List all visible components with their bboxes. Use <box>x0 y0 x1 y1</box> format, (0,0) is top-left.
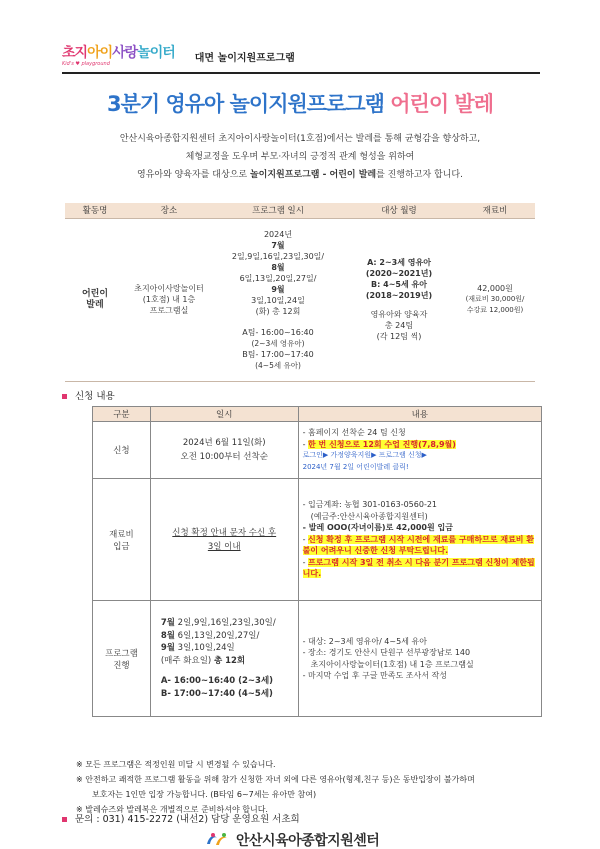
progress-month-7: 7월 <box>160 618 175 628</box>
header-title: 대면 놀이지원프로그램 <box>194 52 295 64</box>
apply-section-label: 신청 내용 <box>75 391 115 402</box>
payment-holder: (예금주:안산시육아종합지원센터) <box>310 511 428 521</box>
apply-table-header <box>93 407 542 422</box>
signup-dash: - <box>302 439 309 449</box>
schedule-b-time: B팀- 17:00~17:40 <box>242 349 314 359</box>
activity-line-2: 발레 <box>86 299 104 310</box>
logo-subtitle: Kid's ♥ playground <box>62 60 110 67</box>
payment-content <box>298 479 541 601</box>
payment-instruction: - 발레 OOO(자녀이름)로 42,000원 입금 <box>302 523 453 533</box>
payment-account: - 입금계좌: 농협 301-0163-0560-21 <box>302 500 438 510</box>
notes <box>76 757 546 817</box>
target-b-year: (2018~2019년) <box>365 291 433 300</box>
progress-days-7: 2일,9일,16일,23일,30일/ <box>174 618 276 628</box>
target-teams: 영유아와 양육자 <box>370 310 428 319</box>
payment-refund-warning: 신청 확정 후 프로그램 시작 시전에 재료를 구매하므로 재료비 환불이 어려우니 신중한 신청 부탁드립니다. <box>302 534 535 556</box>
schedule-b-age: (4~5세 유아) <box>255 360 301 370</box>
center-name: 안산시육아종합지원센터 <box>236 833 380 849</box>
schedule-month-7: 7월 <box>271 240 285 250</box>
schedule-total: (화) 총 12회 <box>255 306 301 316</box>
header-divider <box>62 72 540 74</box>
schedule-month-9: 9월 <box>271 284 285 294</box>
progress-survey: - 마지막 수업 후 구글 만족도 조사서 작성 <box>302 671 447 680</box>
col-activity: 활동명 <box>65 203 125 218</box>
progress-label-2: 진행 <box>113 660 130 671</box>
place-line-1: 초지아이사랑놀이터 <box>134 284 204 293</box>
payment-label <box>93 479 151 601</box>
apply-col-date: 일시 <box>150 407 298 422</box>
col-target: 대상 월령 <box>343 203 455 218</box>
payment-dash-2: - <box>302 557 309 567</box>
progress-month-9: 9월 <box>160 643 175 653</box>
progress-room: 초지아이사랑놀이터(1호점) 내 1층 프로그램실 <box>310 659 474 669</box>
logo-part-2: 아이 <box>87 44 113 61</box>
target-count: 총 24팀 <box>384 321 414 330</box>
page-header <box>62 42 540 70</box>
progress-days-8: 6일,13일,20일,27일/ <box>174 630 260 641</box>
place-line-2: (1호점) 내 1층 <box>142 295 196 304</box>
apply-row-payment <box>93 479 542 601</box>
intro-line-3-c: 를 진행하고자 합니다. <box>376 170 463 180</box>
playground-logo <box>62 46 175 67</box>
progress-total-a: (매주 화요일) <box>160 655 214 666</box>
progress-content <box>298 601 541 717</box>
schedule-days-9: 3일,10일,24일 <box>251 295 305 305</box>
progress-days-9: 3일,10일,24일 <box>174 643 235 653</box>
signup-date-cell <box>150 422 298 479</box>
note-2: ※ 안전하고 쾌적한 프로그램 활동을 위해 참가 신청한 자녀 외에 다른 영유아(형제,친구 등)은 동반입장이 불가하며 <box>76 775 475 784</box>
signup-content-1: - 홈페이지 선착순 24 팀 신청 <box>302 428 406 437</box>
intro-line-3 <box>70 166 530 184</box>
fee-detail-1: (재료비 30,000원/ <box>465 295 525 303</box>
page-title <box>0 88 600 118</box>
progress-target: - 대상: 2~3세 영유아/ 4~5세 유아 <box>302 636 427 646</box>
footer-logo <box>205 830 379 849</box>
schedule-a-age: (2~3세 영유아) <box>251 338 305 348</box>
program-table-header <box>65 203 535 218</box>
payment-date-1: 신청 확정 안내 문자 수신 후 <box>172 527 277 538</box>
fee-detail-2: 수강료 12,000원) <box>466 306 524 314</box>
target-each: (각 12팀 씩) <box>376 332 422 341</box>
program-table <box>65 203 535 382</box>
note-3: ※ 발레슈즈와 발레복은 개별적으로 준비하셔야 합니다. <box>76 805 268 814</box>
progress-label-1: 프로그램 <box>104 648 138 659</box>
payment-label-1: 재료비 <box>109 529 134 540</box>
payment-label-2: 입금 <box>113 541 130 552</box>
bullet-icon <box>62 394 67 399</box>
apply-section-title <box>62 388 115 402</box>
title-part-2: 어린이 발레 <box>390 92 493 116</box>
signup-date: 2024년 6월 11일(화) <box>182 438 266 448</box>
title-part-1: 3분기 영유아 놀이지원프로그램 <box>106 92 384 116</box>
schedule-days-8: 6일,13일,20일,27일/ <box>239 273 317 283</box>
payment-date-2: 3일 이내 <box>207 541 241 552</box>
signup-time: 오전 10:00부터 선착순 <box>180 452 268 462</box>
logo-part-4: 놀이터 <box>137 44 175 61</box>
intro-line-3-a: 영유아와 양육자를 대상으로 <box>137 170 250 180</box>
col-fee: 재료비 <box>455 203 535 218</box>
apply-row-signup <box>93 422 542 479</box>
activity-line-1: 어린이 <box>81 288 109 299</box>
signup-label: 신청 <box>93 422 151 479</box>
schedule-cell <box>213 218 343 381</box>
schedule-month-8: 8월 <box>271 262 285 272</box>
signup-nav-path[interactable]: 로그인▶ 가정양육지원▶ 프로그램 신청▶ <box>302 451 427 459</box>
schedule-days-7: 2일,9일,16일,23일,30일/ <box>231 251 325 261</box>
intro-line-1: 안산시육아종합지원센터 초지아이사랑놀이터(1호점)에서는 발레를 통해 균형감을 향상하고, <box>119 134 481 144</box>
note-2-cont: 보호자는 1인만 입장 가능합니다. (B타임 6~7세는 유아만 참여) <box>92 790 317 799</box>
signup-content <box>298 422 541 479</box>
logo-wordmark <box>62 46 175 60</box>
contact-line <box>62 811 300 825</box>
fee-total: 42,000원 <box>477 284 513 293</box>
progress-b-time: B- 17:00~17:40 (4~5세) <box>160 688 273 699</box>
signup-highlight: 한 번 신청으로 12회 수업 진행(7,8,9월) <box>308 439 456 449</box>
schedule-year: 2024년 <box>263 229 293 239</box>
intro-paragraph <box>70 130 530 184</box>
apply-col-content: 내용 <box>298 407 541 422</box>
progress-date-cell <box>150 601 298 717</box>
intro-program-name: 놀이지원프로그램 - 어린이 발레 <box>249 170 377 180</box>
payment-date-cell <box>150 479 298 601</box>
contact-text: 문의 : 031) 415-2272 (내선2) 담당 운영요원 서초희 <box>75 814 300 825</box>
target-a: A: 2~3세 영유아 <box>367 258 431 267</box>
progress-label <box>93 601 151 717</box>
col-place: 장소 <box>125 203 213 218</box>
progress-total-b: 총 12회 <box>213 655 246 666</box>
place-cell <box>125 218 213 381</box>
payment-cancel-warning: 프로그램 시작 3일 전 취소 시 다음 분기 프로그램 신청이 제한됩니다. <box>302 557 535 579</box>
apply-table <box>92 406 542 717</box>
logo-part-1: 초지 <box>62 44 88 61</box>
activity-cell <box>65 218 125 381</box>
note-1: ※ 모든 프로그램은 적정인원 미달 시 변경될 수 있습니다. <box>76 760 276 769</box>
target-a-year: (2020~2021년) <box>365 269 433 278</box>
col-schedule: 프로그램 일시 <box>213 203 343 218</box>
schedule-a-time: A팀- 16:00~16:40 <box>242 327 314 337</box>
bullet-icon <box>62 817 67 822</box>
program-table-row <box>65 218 535 381</box>
apply-row-progress <box>93 601 542 717</box>
intro-line-2: 체형교정을 도우며 부모·자녀의 긍정적 관계 형성을 위하여 <box>185 152 415 162</box>
apply-col-type: 구분 <box>93 407 151 422</box>
progress-address: - 장소: 경기도 안산시 단원구 선부광장남로 140 <box>302 648 471 657</box>
place-line-3: 프로그램실 <box>149 306 189 315</box>
fee-cell <box>455 218 535 381</box>
center-logo-icon <box>205 832 231 848</box>
logo-part-3: 사랑 <box>112 44 138 61</box>
progress-month-8: 8월 <box>160 630 175 641</box>
target-b: B: 4~5세 유아 <box>371 280 427 289</box>
signup-click-hint: 2024년 7월 2일 어린이발레 클릭! <box>302 462 409 471</box>
payment-dash-1: - <box>302 534 309 544</box>
progress-a-time: A- 16:00~16:40 (2~3세) <box>160 676 274 686</box>
target-cell <box>343 218 455 381</box>
